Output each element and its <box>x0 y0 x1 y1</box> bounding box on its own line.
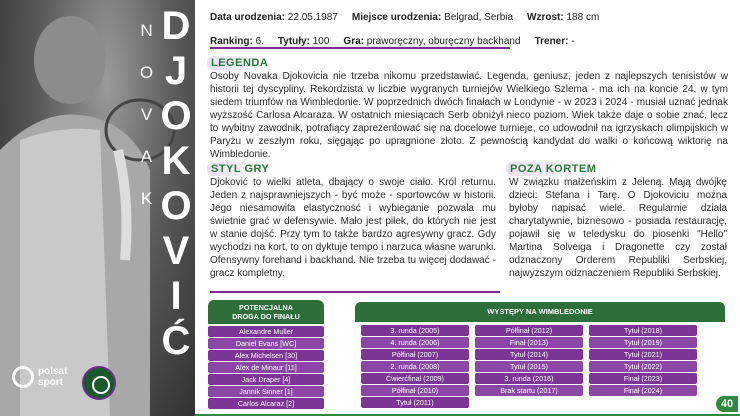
table-row: Alexandre Muller <box>208 326 324 337</box>
table-row: Półfinał (2010) <box>361 385 469 396</box>
table-row: Tytuł (2021) <box>589 349 697 360</box>
off-court-title: POZA KORTEM <box>506 162 600 176</box>
table-row: Tytuł (2011) <box>361 397 469 408</box>
table-row: Tytuł (2019) <box>589 337 697 348</box>
style-text: Djoković to wielki atleta, dbający o swoje ciało. Król returnu. Jeden z najsprawniejszych - być może - sportowców w historii. Jego niesamowita elastyczność i wybieganie pozwala mu świetnie grać w defensywie. Mało jest piłek, do których nie jest w stanie dojść. Przy tym to także bardzo agresywny gracz. Gdy wychodzi na kort, to on dyktuje tempo i narzuca własne warunki. Ofensywny forehand i backhand. Nie trzeba tu więcej dodawać - gracz kompletny. <box>210 177 496 279</box>
table-row: Jannik Sinner [1] <box>208 386 324 397</box>
table-row: Jack Draper [4] <box>208 374 324 385</box>
polsat-ball-icon <box>12 366 34 388</box>
table-row: Alex de Minaur [11] <box>208 362 324 373</box>
table-row: Ćwierćfinał (2009) <box>361 373 469 384</box>
table-row: Tytuł (2015) <box>475 361 583 372</box>
polsat-sport-logo: polsat sport <box>12 366 67 388</box>
table-row: Finał (2013) <box>475 337 583 348</box>
player-surname: D J O K O V I Ć <box>160 4 192 363</box>
table-row: Tytuł (2018) <box>589 325 697 336</box>
page-number: 40 <box>716 396 738 412</box>
player-info: Data urodzenia: 22.05.1987 Miejsce urodzenia: Belgrad, Serbia Wzrost: 188 cm Ranking: 6. Tytuły: 100 Gra: praworęczny, oburęczny backhand Trener: - <box>210 12 600 47</box>
wimbledon-record-header: WYSTĘPY NA WIMBLEDONIE <box>355 302 725 322</box>
table-row: 2. runda (2008) <box>361 361 469 372</box>
table-row: Tytuł (2022) <box>589 361 697 372</box>
table-row: 3. runda (2016) <box>475 373 583 384</box>
table-row: Finał (2024) <box>589 385 697 396</box>
legend-text: Osoby Novaka Djokovicia nie trzeba nikomu przedstawiać. Legenda, geniusz, jeden z najlepszych tenisistów w historii tej dyscypliny. Rekordzista w liczbie wygranych turniejów Wielkiego Szlema - ma ich na koncie 24, w tym siedem triumfów na Wimbledonie. W poprzednich dwóch finałach w Londynie - w 2023 i 2024 - musiał uznać jednak wyższość Carlosa Alcaraza. W ostatnich miesiącach Serb obniżył nieco poziom. Wiek także daje o sobie znać, lecz to wybitny zawodnik, potrafiący zaprezentować się na docelowe turnieje, co udowodnił na igrzyskach olimpijskich w Paryżu w zeszłym roku, sięgając po upragnione złoto. Z pewnością kandydat do walki o końcową wiktorię na Wimbledonie. <box>210 71 728 160</box>
off-court-text: W związku małżeńskim z Jeleną. Mają dwójkę dzieci: Stefana i Tarę. O Djokoviciu można byłoby napisać wiele. Regularnie działa charytatywnie, biznesowo - posiada restaurację, pojawił się w teledysku do piosenki "Hello" Martina Solveiga i Dragonette czy został odznaczony Orderem Republiki Serbskiej, najwyższym odznaczeniem Republiki Serbskiej. <box>509 177 727 279</box>
table-row: Półfinał (2012) <box>475 325 583 336</box>
style-title: STYL GRY <box>207 162 273 176</box>
wimbledon-logo <box>82 366 116 400</box>
player-photo-panel <box>0 0 195 416</box>
info-divider <box>210 47 510 49</box>
table-row: Półfinał (2007) <box>361 349 469 360</box>
player-first-name: N O V A K <box>139 21 155 208</box>
table-row: Tytuł (2014) <box>475 349 583 360</box>
finals-path-table <box>208 300 324 410</box>
table-row: Daniel Evans [WC] <box>208 338 324 349</box>
table-row: Carlos Alcaraz [2] <box>208 398 324 409</box>
table-row: Alex Michelsen [30] <box>208 350 324 361</box>
table-row: Brak startu (2017) <box>475 385 583 396</box>
table-row: 3. runda (2005) <box>361 325 469 336</box>
table-row: 4. runda (2006) <box>361 337 469 348</box>
section-divider <box>210 291 500 293</box>
legend-title: LEGENDA <box>207 56 272 70</box>
table-row: Finał (2023) <box>589 373 697 384</box>
wimbledon-record-table <box>355 302 725 409</box>
finals-path-header: POTENCJALNA DROGA DO FINAŁU <box>208 300 324 324</box>
